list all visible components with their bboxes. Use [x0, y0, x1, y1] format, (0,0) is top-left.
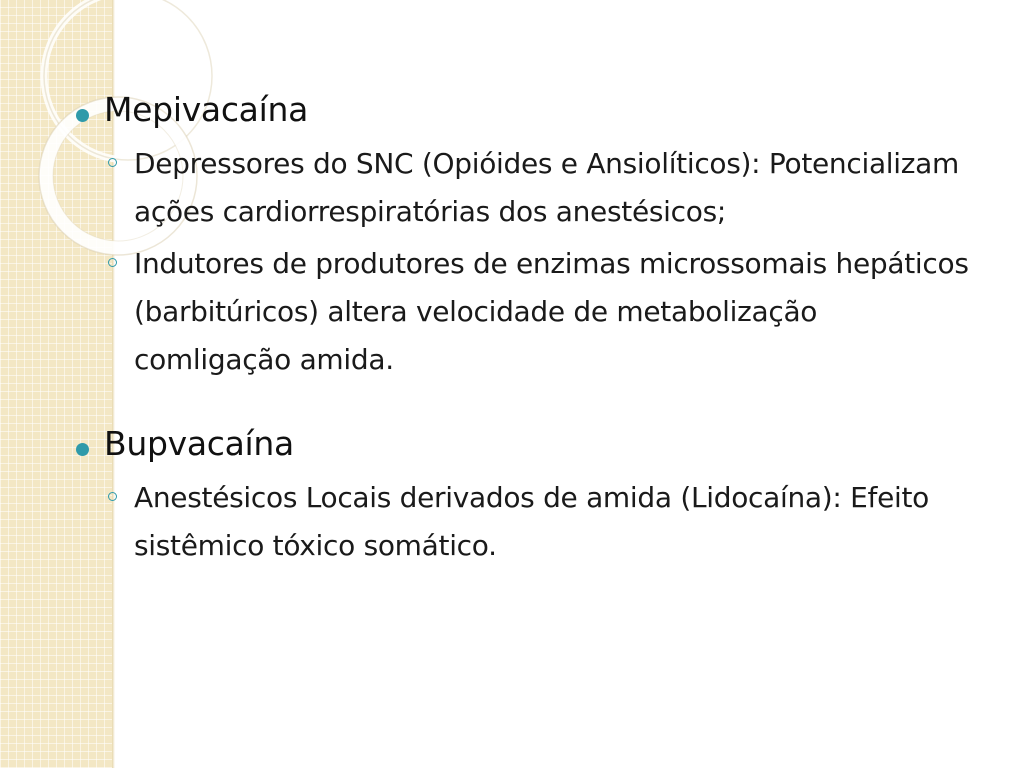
- sub-list-item: [104, 240, 972, 384]
- bullet-list: [72, 84, 972, 570]
- sub-list-item: [104, 140, 972, 236]
- topic-heading: Mepivacaína: [104, 90, 309, 129]
- bullet-dot-icon: [76, 109, 89, 122]
- ring-bullet-icon: [108, 258, 117, 267]
- list-item: [72, 418, 972, 570]
- list-item: [72, 84, 972, 384]
- sub-list-item: [104, 474, 972, 570]
- list-spacer: [72, 384, 972, 418]
- ring-bullet-icon: [108, 492, 117, 501]
- topic-heading: Bupvacaína: [104, 424, 294, 463]
- sub-item-text: Indutores de produtores de enzimas microssomais hepáticos (barbitúricos) altera velocidade de metabolização comligação amida.: [134, 247, 969, 376]
- ring-bullet-icon: [108, 158, 117, 167]
- sub-item-text: Depressores do SNC (Opióides e Ansiolíticos): Potencializam ações cardiorrespiratórias dos anestésicos;: [134, 147, 959, 228]
- sub-bullet-list: [104, 140, 972, 384]
- slide-content: [72, 84, 972, 570]
- bullet-dot-icon: [76, 443, 89, 456]
- sub-item-text: Anestésicos Locais derivados de amida (Lidocaína): Efeito sistêmico tóxico somático.: [134, 481, 929, 562]
- sub-bullet-list: [104, 474, 972, 570]
